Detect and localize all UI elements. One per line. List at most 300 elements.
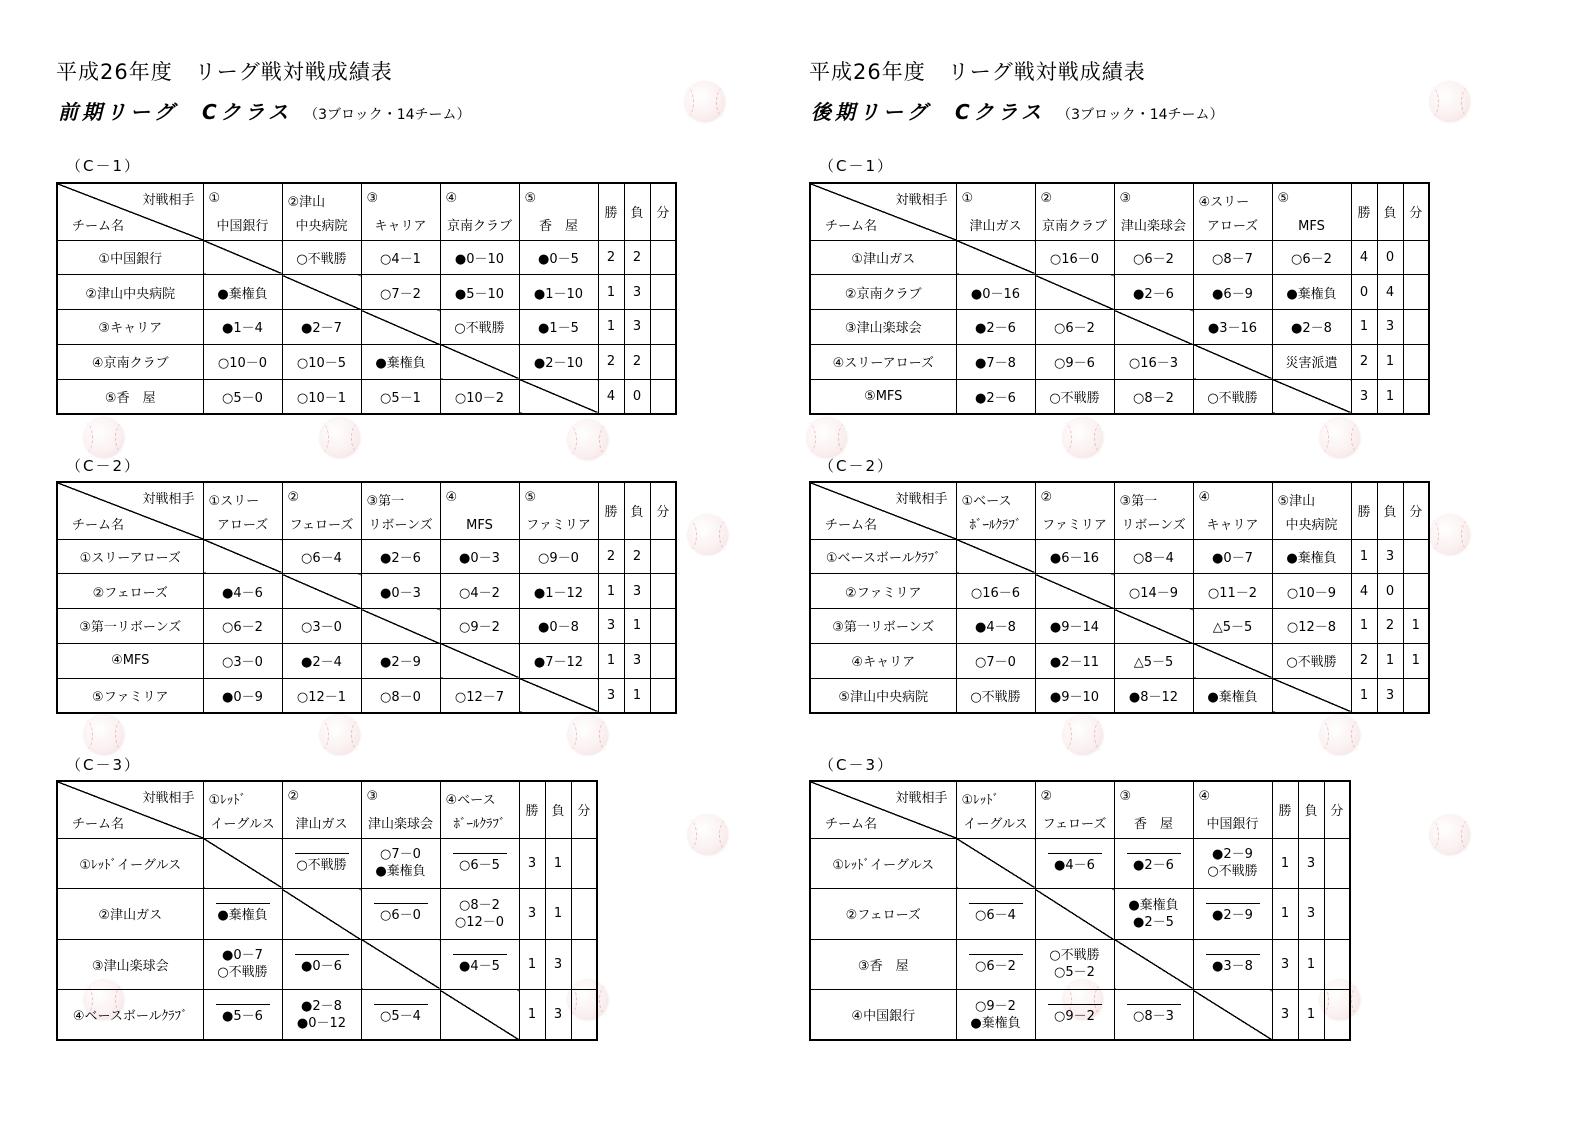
header-row	[810, 482, 1429, 539]
draws-count	[1403, 574, 1429, 609]
opponent-number: ③	[366, 191, 379, 206]
self-match-cell	[203, 838, 282, 889]
opponent-header	[519, 482, 598, 539]
wins-count: 4	[598, 379, 624, 414]
wins-count: 2	[1351, 344, 1377, 379]
losses-count: 2	[624, 539, 650, 574]
table-row	[810, 344, 1429, 379]
team-name: ②フェローズ	[57, 574, 203, 609]
result-cell: ●1－5	[519, 310, 598, 345]
opponent-header	[361, 482, 440, 539]
result-cell: ○6－4	[282, 539, 361, 574]
opponent-label: 対戦相手	[142, 791, 195, 806]
wins-count: 1	[598, 574, 624, 609]
result-cell: ○8－7	[1193, 240, 1272, 275]
opponent-header	[1114, 781, 1193, 838]
self-match-cell	[440, 990, 519, 1041]
results-table	[809, 481, 1430, 714]
self-match-cell	[1035, 889, 1114, 940]
match-result: ●0－7	[222, 948, 263, 964]
team-name: ⑤MFS	[810, 379, 956, 414]
corner-cell	[57, 482, 203, 539]
match-result: ○8－3	[1133, 1009, 1174, 1024]
losses-count: 1	[545, 889, 571, 940]
self-match-cell	[440, 344, 519, 379]
opponent-label: 対戦相手	[895, 791, 948, 806]
wins-count: 2	[598, 344, 624, 379]
results-table	[56, 481, 677, 714]
league-name: 前期リーグ Cクラス	[58, 100, 293, 124]
team-name: ④京南クラブ	[57, 344, 203, 379]
match-result: ●2－9	[1212, 847, 1253, 863]
result-cell: ●6－16	[1035, 539, 1114, 574]
result-cell: ●2－4	[282, 643, 361, 678]
wins-count: 1	[519, 939, 545, 990]
result-cell: 災害派遣	[1272, 344, 1351, 379]
table-row	[810, 609, 1429, 644]
result-cell: ●0－3	[361, 574, 440, 609]
table-row	[57, 643, 676, 678]
result-cell: ○16－3	[1114, 344, 1193, 379]
opponent-name: MFS	[466, 517, 493, 533]
self-match-cell	[1035, 275, 1114, 310]
table-row	[57, 609, 676, 644]
result-cell: ○3－0	[203, 643, 282, 678]
losses-count: 0	[1377, 240, 1403, 275]
opponent-number: ②	[1040, 789, 1053, 804]
wins-count: 2	[598, 539, 624, 574]
table-row	[57, 344, 676, 379]
draws-count	[1403, 678, 1429, 713]
table-row	[810, 379, 1429, 414]
corner-cell	[57, 183, 203, 240]
draws-count	[650, 275, 676, 310]
wins-count: 3	[1272, 939, 1298, 990]
result-cell	[1035, 990, 1114, 1041]
team-name: ③香 屋	[810, 939, 956, 990]
losses-header: 負	[1377, 183, 1403, 240]
self-match-cell	[1114, 310, 1193, 345]
first-round-dash	[374, 1004, 428, 1005]
result-cell: ●0－9	[203, 678, 282, 713]
match-result: ○5－2	[1054, 965, 1095, 981]
opponent-name: 津山楽球会	[1120, 218, 1186, 234]
match-result: ●2－8	[301, 998, 342, 1014]
result-cell: ○8－0	[361, 678, 440, 713]
team-name: ④ベースボールｸﾗﾌﾞ	[57, 990, 203, 1041]
opponent-name: ファミリア	[1042, 517, 1107, 533]
block-count: （3ブロック・14チーム）	[1057, 107, 1224, 123]
result-cell: ●2－9	[361, 643, 440, 678]
opponent-name: 津山楽球会	[367, 816, 433, 832]
wins-count: 4	[1351, 240, 1377, 275]
opponent-name: アローズ	[216, 517, 269, 533]
opponent-number: ①ﾚｯﾄﾞ	[961, 793, 1000, 808]
opponent-header	[282, 482, 361, 539]
first-round-dash	[1127, 853, 1181, 854]
team-name: ④MFS	[57, 643, 203, 678]
wins-header: 勝	[598, 482, 624, 539]
draws-count	[1324, 939, 1350, 990]
result-cell: ○4－2	[440, 574, 519, 609]
opponent-header	[203, 482, 282, 539]
first-round-dash	[1127, 1004, 1181, 1005]
self-match-cell	[1114, 939, 1193, 990]
self-match-cell	[361, 310, 440, 345]
losses-count: 2	[624, 240, 650, 275]
result-cell: ●棄権負	[1272, 275, 1351, 310]
losses-count: 3	[1298, 838, 1324, 889]
opponent-name: 津山ガス	[969, 218, 1022, 234]
corner-cell	[57, 781, 203, 838]
results-table	[809, 182, 1430, 415]
result-cell: ●0－5	[519, 240, 598, 275]
opponent-header	[1272, 482, 1351, 539]
result-cell: ●5－10	[440, 275, 519, 310]
wins-header: 勝	[1272, 781, 1298, 838]
losses-count: 1	[1377, 643, 1403, 678]
opponent-label: 対戦相手	[142, 492, 195, 507]
result-cell: △5－5	[1193, 609, 1272, 644]
result-cell: ●2－6	[361, 539, 440, 574]
result-cell: ○10－5	[282, 344, 361, 379]
table-row	[57, 539, 676, 574]
opponent-header	[519, 183, 598, 240]
losses-header: 負	[624, 482, 650, 539]
result-cell: ●2－6	[956, 310, 1035, 345]
wins-count: 1	[598, 275, 624, 310]
first-round-dash	[216, 903, 270, 904]
draws-count	[571, 889, 597, 940]
opponent-name: ﾎﾞｰﾙｸﾗﾌﾞ	[969, 517, 1022, 533]
result-cell	[282, 939, 361, 990]
match-result: ●3－8	[1212, 958, 1253, 974]
result-cell	[1035, 939, 1114, 990]
match-result: ○6－0	[380, 908, 421, 924]
table-row	[57, 939, 597, 990]
opponent-name: リボーンズ	[368, 517, 433, 533]
match-result: ○不戦勝	[296, 857, 347, 873]
self-match-cell	[519, 678, 598, 713]
result-cell	[440, 838, 519, 889]
table-row	[57, 275, 676, 310]
result-cell: ●2－11	[1035, 643, 1114, 678]
opponent-name: イーグルス	[963, 816, 1028, 832]
wins-count: 2	[598, 240, 624, 275]
draws-count: 1	[1403, 643, 1429, 678]
opponent-header	[956, 482, 1035, 539]
result-cell: ●6－9	[1193, 275, 1272, 310]
result-cell: ○11－2	[1193, 574, 1272, 609]
second-half-panel	[809, 0, 1587, 1123]
result-cell: ○4－1	[361, 240, 440, 275]
result-cell: ○6－2	[1035, 310, 1114, 345]
opponent-number: ②	[1040, 490, 1053, 505]
losses-count: 3	[624, 310, 650, 345]
draws-count	[1403, 240, 1429, 275]
header-row	[57, 482, 676, 539]
self-match-cell	[440, 643, 519, 678]
team-name: ⑤香 屋	[57, 379, 203, 414]
first-half-panel	[56, 0, 836, 1123]
section-label: （C－1）	[819, 157, 895, 175]
opponent-number: ②	[287, 490, 300, 505]
result-cell: ●9－10	[1035, 678, 1114, 713]
table-row	[57, 838, 597, 889]
result-cell: ○6－2	[203, 609, 282, 644]
draws-count	[571, 939, 597, 990]
first-round-dash	[969, 954, 1023, 955]
draws-count	[650, 240, 676, 275]
first-round-dash	[295, 954, 349, 955]
page-title: 平成26年度 リーグ戦対戦成績表	[809, 60, 1146, 84]
team-name: ⑤ファミリア	[57, 678, 203, 713]
result-cell	[203, 990, 282, 1041]
result-cell: ●2－10	[519, 344, 598, 379]
losses-header: 負	[545, 781, 571, 838]
result-cell	[956, 939, 1035, 990]
result-cell	[956, 990, 1035, 1041]
team-name: ③津山楽球会	[57, 939, 203, 990]
draws-count	[1403, 310, 1429, 345]
wins-count: 1	[1351, 310, 1377, 345]
opponent-header	[440, 781, 519, 838]
opponent-number: ①ﾚｯﾄﾞ	[208, 793, 247, 808]
result-cell: ○10－0	[203, 344, 282, 379]
opponent-header	[361, 781, 440, 838]
wins-count: 1	[1351, 539, 1377, 574]
result-cell: ●4－6	[203, 574, 282, 609]
losses-count: 3	[624, 574, 650, 609]
self-match-cell	[1193, 990, 1272, 1041]
result-cell: ●0－7	[1193, 539, 1272, 574]
team-name: ④キャリア	[810, 643, 956, 678]
opponent-number: ③	[1119, 191, 1132, 206]
draws-header: 分	[1403, 183, 1429, 240]
result-cell: ●1－4	[203, 310, 282, 345]
result-cell: ○3－0	[282, 609, 361, 644]
result-cell	[203, 939, 282, 990]
results-table	[809, 780, 1351, 1041]
result-cell	[1035, 838, 1114, 889]
opponent-name: 香 屋	[1133, 816, 1173, 832]
match-result: ○9－2	[1054, 1009, 1095, 1024]
result-cell: △5－5	[1114, 643, 1193, 678]
result-cell	[956, 889, 1035, 940]
match-result: ●棄権負	[970, 1015, 1021, 1031]
opponent-header	[1272, 183, 1351, 240]
self-match-cell	[1272, 379, 1351, 414]
losses-count: 3	[1377, 310, 1403, 345]
opponent-number: ①ベース	[961, 494, 1012, 509]
losses-count: 3	[1377, 539, 1403, 574]
section-label: （C－2）	[819, 457, 895, 475]
self-match-cell	[361, 939, 440, 990]
result-cell: ●1－12	[519, 574, 598, 609]
losses-count: 3	[1377, 678, 1403, 713]
opponent-number: ①スリー	[208, 494, 260, 509]
draws-count	[650, 643, 676, 678]
draws-count	[650, 539, 676, 574]
opponent-number: ⑤	[524, 490, 537, 505]
team-name: ②津山中央病院	[57, 275, 203, 310]
result-cell	[1114, 889, 1193, 940]
draws-header: 分	[650, 482, 676, 539]
result-cell	[440, 939, 519, 990]
opponent-name: 京南クラブ	[446, 218, 512, 234]
losses-count: 1	[1377, 379, 1403, 414]
draws-count	[650, 609, 676, 644]
table-row	[57, 240, 676, 275]
losses-count: 2	[1377, 609, 1403, 644]
wins-count: 3	[1351, 379, 1377, 414]
losses-count: 3	[1298, 889, 1324, 940]
opponent-header	[956, 781, 1035, 838]
losses-count: 1	[1377, 344, 1403, 379]
opponent-number: ①	[208, 191, 221, 206]
wins-count: 2	[1351, 643, 1377, 678]
opponent-name: キャリア	[1206, 517, 1259, 533]
result-cell: ○5－0	[203, 379, 282, 414]
losses-count: 2	[624, 344, 650, 379]
first-round-dash	[453, 954, 507, 955]
losses-count: 1	[545, 838, 571, 889]
result-cell: ○12－1	[282, 678, 361, 713]
opponent-header	[203, 183, 282, 240]
opponent-name: MFS	[1298, 218, 1325, 234]
opponent-header	[1114, 183, 1193, 240]
match-result: ○8－2	[459, 897, 500, 913]
first-round-dash	[1048, 1004, 1102, 1005]
opponent-number: ④	[445, 490, 458, 505]
table-row	[810, 643, 1429, 678]
self-match-cell	[519, 379, 598, 414]
opponent-header	[203, 781, 282, 838]
self-match-cell	[956, 838, 1035, 889]
draws-count	[650, 678, 676, 713]
team-name: ④中国銀行	[810, 990, 956, 1041]
results-table	[56, 182, 677, 415]
match-result: ●棄権負	[375, 864, 426, 880]
team-name: ①ﾚｯﾄﾞイーグルス	[810, 838, 956, 889]
result-cell: ○12－7	[440, 678, 519, 713]
match-result: ●2－9	[1212, 908, 1253, 924]
opponent-header	[956, 183, 1035, 240]
result-cell: ●棄権負	[1193, 678, 1272, 713]
first-round-dash	[1206, 903, 1260, 904]
draws-count	[1403, 539, 1429, 574]
result-cell: ●棄権負	[361, 344, 440, 379]
result-cell	[440, 889, 519, 940]
losses-count: 1	[624, 678, 650, 713]
team-name: ①スリーアローズ	[57, 539, 203, 574]
opponent-number: ⑤	[524, 191, 537, 206]
header-row	[57, 183, 676, 240]
match-result: ○5－4	[380, 1009, 421, 1024]
result-cell: ○7－0	[956, 643, 1035, 678]
result-cell	[1114, 990, 1193, 1041]
result-cell: ●2－6	[1114, 275, 1193, 310]
header-row	[57, 781, 597, 838]
draws-header: 分	[650, 183, 676, 240]
opponent-name: 京南クラブ	[1041, 218, 1107, 234]
opponent-number: ②	[1040, 191, 1053, 206]
result-cell: ○5－1	[361, 379, 440, 414]
opponent-number: ⑤	[1277, 191, 1290, 206]
team-name: ①津山ガス	[810, 240, 956, 275]
result-cell: ●2－8	[1272, 310, 1351, 345]
result-cell: ●0－8	[519, 609, 598, 644]
match-result: ○不戦勝	[217, 965, 268, 981]
result-cell: ●棄権負	[203, 275, 282, 310]
page-title: 平成26年度 リーグ戦対戦成績表	[56, 60, 393, 84]
opponent-number: ③第一	[1119, 494, 1158, 509]
header-row	[810, 183, 1429, 240]
result-cell: ○10－1	[282, 379, 361, 414]
section-label: （C－2）	[66, 457, 142, 475]
match-result: ○6－2	[975, 958, 1016, 974]
result-cell: ●9－14	[1035, 609, 1114, 644]
result-cell: ○不戦勝	[1035, 379, 1114, 414]
first-round-dash	[374, 903, 428, 904]
draws-header: 分	[1324, 781, 1350, 838]
result-cell: ○8－4	[1114, 539, 1193, 574]
match-result: ●2－5	[1133, 914, 1174, 930]
losses-count: 0	[624, 379, 650, 414]
opponent-header	[1035, 781, 1114, 838]
table-row	[810, 838, 1350, 889]
opponent-name: ファミリア	[526, 517, 591, 533]
draws-header: 分	[1403, 482, 1429, 539]
opponent-number: ②津山	[287, 195, 326, 210]
wins-count: 1	[1351, 678, 1377, 713]
team-name: ②ファミリア	[810, 574, 956, 609]
wins-count: 3	[598, 678, 624, 713]
opponent-name: フェローズ	[1042, 816, 1107, 832]
self-match-cell	[1193, 344, 1272, 379]
result-cell: ●0－10	[440, 240, 519, 275]
table-row	[810, 539, 1429, 574]
draws-count	[1403, 379, 1429, 414]
team-name: ②京南クラブ	[810, 275, 956, 310]
result-cell: ○6－2	[1272, 240, 1351, 275]
draws-header: 分	[571, 781, 597, 838]
table-row	[810, 240, 1429, 275]
opponent-header	[440, 482, 519, 539]
match-result: ●4－6	[1054, 857, 1095, 873]
wins-count: 4	[1351, 574, 1377, 609]
opponent-name: 津山ガス	[295, 816, 348, 832]
wins-count: 3	[1272, 990, 1298, 1041]
opponent-label: 対戦相手	[142, 193, 195, 208]
opponent-header	[1193, 482, 1272, 539]
team-name: ②フェローズ	[810, 889, 956, 940]
draws-count	[571, 838, 597, 889]
self-match-cell	[1272, 678, 1351, 713]
draws-count	[650, 344, 676, 379]
team-name: ①ベースボールｸﾗﾌﾞ	[810, 539, 956, 574]
result-cell: ○不戦勝	[956, 678, 1035, 713]
first-round-dash	[969, 903, 1023, 904]
match-result: ●0－6	[301, 958, 342, 974]
match-result: ●0－12	[296, 1015, 347, 1031]
draws-count: 1	[1403, 609, 1429, 644]
result-cell: ○12－8	[1272, 609, 1351, 644]
result-cell	[1193, 889, 1272, 940]
corner-cell	[810, 183, 956, 240]
wins-header: 勝	[1351, 482, 1377, 539]
result-cell: ○14－9	[1114, 574, 1193, 609]
